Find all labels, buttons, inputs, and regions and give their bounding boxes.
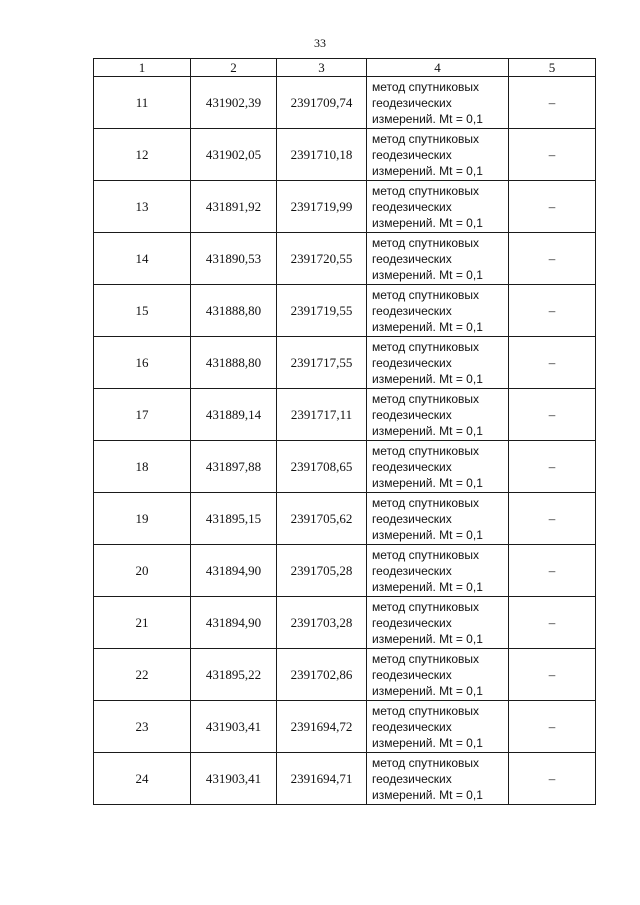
table-row [94,493,596,545]
table-row [94,597,596,649]
method-cell [367,649,509,701]
y-coordinate-cell: 2391694,71 [277,753,367,805]
note-cell: – [509,441,596,493]
method-text-line: метод спутниковых [372,547,480,562]
x-coordinate-cell: 431903,41 [191,753,277,805]
method-text-line: геодезических [372,719,452,734]
method-text-line: геодезических [372,667,452,682]
method-text-line: метод спутниковых [372,339,480,354]
point-number-cell: 16 [94,337,191,389]
method-cell [367,701,509,753]
point-number-cell: 21 [94,597,191,649]
y-coordinate-cell: 2391719,99 [277,181,367,233]
method-text-line: геодезических [372,147,452,162]
y-coordinate-cell: 2391717,11 [277,389,367,441]
table-row [94,441,596,493]
method-cell [367,389,509,441]
method-text-line: метод спутниковых [372,235,480,250]
table-row [94,545,596,597]
method-text-line: измерений. Mt = 0,1 [372,319,483,334]
method-text-line: геодезических [372,563,452,578]
method-text-line: измерений. Mt = 0,1 [372,267,483,282]
header-col-4: 4 [367,59,509,77]
y-coordinate-cell: 2391694,72 [277,701,367,753]
note-cell: – [509,337,596,389]
method-cell [367,337,509,389]
header-col-1: 1 [94,59,191,77]
table-row [94,389,596,441]
method-text-line: измерений. Mt = 0,1 [372,215,483,230]
method-cell [367,285,509,337]
method-cell [367,77,509,129]
header-col-3: 3 [277,59,367,77]
x-coordinate-cell: 431902,39 [191,77,277,129]
method-text-line: геодезических [372,615,452,630]
note-cell: – [509,493,596,545]
method-cell [367,493,509,545]
x-coordinate-cell: 431895,15 [191,493,277,545]
note-cell: – [509,545,596,597]
method-text-line: измерений. Mt = 0,1 [372,423,483,438]
method-text-line: геодезических [372,511,452,526]
point-number-cell: 14 [94,233,191,285]
table-row [94,285,596,337]
method-text-line: геодезических [372,771,452,786]
y-coordinate-cell: 2391710,18 [277,129,367,181]
note-cell: – [509,389,596,441]
y-coordinate-cell: 2391703,28 [277,597,367,649]
y-coordinate-cell: 2391719,55 [277,285,367,337]
method-text-line: геодезических [372,355,452,370]
method-text-line: метод спутниковых [372,287,480,302]
x-coordinate-cell: 431894,90 [191,597,277,649]
point-number-cell: 13 [94,181,191,233]
header-col-5: 5 [509,59,596,77]
method-text-line: метод спутниковых [372,755,480,770]
point-number-cell: 19 [94,493,191,545]
note-cell: – [509,649,596,701]
y-coordinate-cell: 2391720,55 [277,233,367,285]
method-text-line: измерений. Mt = 0,1 [372,475,483,490]
table-body [94,77,596,805]
x-coordinate-cell: 431888,80 [191,337,277,389]
method-cell [367,233,509,285]
header-row [94,59,596,77]
method-text-line: геодезических [372,95,452,110]
x-coordinate-cell: 431902,05 [191,129,277,181]
x-coordinate-cell: 431891,92 [191,181,277,233]
table-row [94,701,596,753]
x-coordinate-cell: 431889,14 [191,389,277,441]
method-cell [367,753,509,805]
point-number-cell: 18 [94,441,191,493]
point-number-cell: 15 [94,285,191,337]
note-cell: – [509,181,596,233]
note-cell: – [509,753,596,805]
method-cell [367,545,509,597]
method-text-line: измерений. Mt = 0,1 [372,631,483,646]
point-number-cell: 22 [94,649,191,701]
method-text-line: метод спутниковых [372,183,480,198]
coordinates-table [93,58,596,805]
point-number-cell: 17 [94,389,191,441]
method-text-line: метод спутниковых [372,391,480,406]
point-number-cell: 23 [94,701,191,753]
point-number-cell: 12 [94,129,191,181]
note-cell: – [509,285,596,337]
note-cell: – [509,233,596,285]
point-number-cell: 24 [94,753,191,805]
method-text-line: метод спутниковых [372,131,480,146]
y-coordinate-cell: 2391702,86 [277,649,367,701]
header-col-2: 2 [191,59,277,77]
method-text-line: метод спутниковых [372,443,480,458]
x-coordinate-cell: 431903,41 [191,701,277,753]
method-text-line: измерений. Mt = 0,1 [372,111,483,126]
method-text-line: измерений. Mt = 0,1 [372,163,483,178]
method-text-line: измерений. Mt = 0,1 [372,579,483,594]
method-text-line: измерений. Mt = 0,1 [372,371,483,386]
method-text-line: геодезических [372,459,452,474]
point-number-cell: 20 [94,545,191,597]
table-row [94,753,596,805]
method-text-line: метод спутниковых [372,79,480,94]
method-text-line: метод спутниковых [372,703,480,718]
page-number: 33 [314,36,326,50]
method-cell [367,129,509,181]
method-text-line: измерений. Mt = 0,1 [372,683,483,698]
y-coordinate-cell: 2391705,28 [277,545,367,597]
method-text-line: геодезических [372,251,452,266]
x-coordinate-cell: 431890,53 [191,233,277,285]
method-text-line: метод спутниковых [372,651,480,666]
note-cell: – [509,129,596,181]
method-cell [367,181,509,233]
y-coordinate-cell: 2391709,74 [277,77,367,129]
method-text-line: измерений. Mt = 0,1 [372,527,483,542]
method-text-line: метод спутниковых [372,599,480,614]
table-row [94,129,596,181]
x-coordinate-cell: 431897,88 [191,441,277,493]
table-row [94,233,596,285]
method-text-line: геодезических [372,303,452,318]
method-text-line: геодезических [372,407,452,422]
method-cell [367,597,509,649]
note-cell: – [509,597,596,649]
method-text-line: измерений. Mt = 0,1 [372,787,483,802]
table-header [94,59,596,77]
x-coordinate-cell: 431888,80 [191,285,277,337]
x-coordinate-cell: 431894,90 [191,545,277,597]
y-coordinate-cell: 2391705,62 [277,493,367,545]
x-coordinate-cell: 431895,22 [191,649,277,701]
table-row [94,181,596,233]
y-coordinate-cell: 2391717,55 [277,337,367,389]
method-text-line: метод спутниковых [372,495,480,510]
note-cell: – [509,701,596,753]
y-coordinate-cell: 2391708,65 [277,441,367,493]
method-text-line: геодезических [372,199,452,214]
table-row [94,649,596,701]
note-cell: – [509,77,596,129]
table-row [94,77,596,129]
table-row [94,337,596,389]
method-text-line: измерений. Mt = 0,1 [372,735,483,750]
point-number-cell: 11 [94,77,191,129]
method-cell [367,441,509,493]
